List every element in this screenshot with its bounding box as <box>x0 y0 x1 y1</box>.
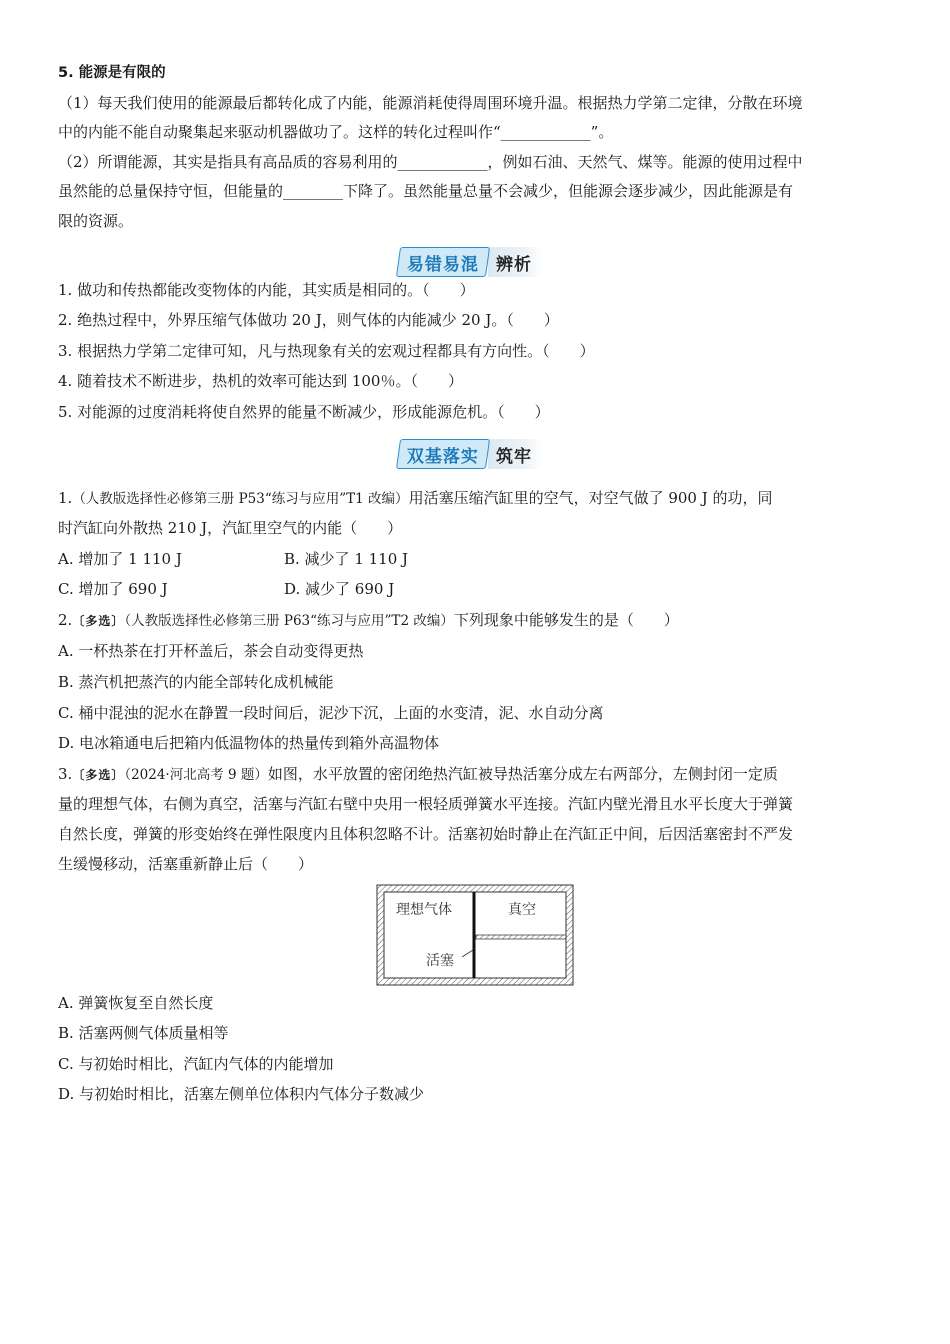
judge-item: 5. 对能源的过度消耗将使自然界的能量不断减少，形成能源危机。（ ） <box>58 403 550 421</box>
question-1-options-row2 <box>58 578 890 600</box>
question-1-options-row1 <box>58 548 890 570</box>
option-b: B. 蒸汽机把蒸汽的内能全部转化成机械能 <box>58 673 334 691</box>
question-3-stem: 3.〔多选〕（2024·河北高考 9 题）如图，水平放置的密闭绝热汽缸被导热活塞分成左右两部分，左侧封闭一定质 <box>58 765 778 783</box>
question-1-stem: 1.（人教版选择性必修第三册 P53“练习与应用”T1 改编）用活塞压缩汽缸里的空气，对空气做了 900 J 的功，同 <box>58 489 773 507</box>
banner-left: 易错易混 <box>396 247 490 277</box>
paragraph-line: 中的内能不能自动聚集起来驱动机器做功了。这样的转化过程叫作“____________”。 <box>58 123 614 141</box>
question-3-stem-cont: 生缓慢移动，活塞重新静止后（ ） <box>58 855 314 873</box>
section-banner-errors <box>398 247 542 277</box>
paragraph-line: （2）所谓能源，其实是指具有高品质的容易利用的____________，例如石油、天然气、煤等。能源的使用过程中 <box>58 153 803 171</box>
option-c: C. 增加了 690 J <box>58 580 168 598</box>
spring <box>476 935 566 939</box>
right-chamber-label: 真空 <box>508 902 536 918</box>
judge-item: 1. 做功和传热都能改变物体的内能，其实质是相同的。（ ） <box>58 281 475 299</box>
option-c: C. 桶中混浊的泥水在静置一段时间后，泥沙下沉，上面的水变清，泥、水自动分离 <box>58 704 604 722</box>
option-a: A. 弹簧恢复至自然长度 <box>58 994 214 1012</box>
paragraph-line: 限的资源。 <box>58 212 134 230</box>
banner-right: 筑牢 <box>488 439 542 469</box>
multi-choice-tag: 〔多选〕 <box>72 614 125 628</box>
question-2-stem: 2.〔多选〕（人教版选择性必修第三册 P63“练习与应用”T2 改编）下列现象中能够发生的是（ ） <box>58 611 679 629</box>
cylinder-figure <box>376 884 574 986</box>
judge-item: 4. 随着技术不断进步，热机的效率可能达到 100％。（ ） <box>58 372 463 390</box>
question-3-stem-cont: 自然长度，弹簧的形变始终在弹性限度内且体积忽略不计。活塞初始时静止在汽缸正中间，后因活塞密封不严发 <box>58 825 794 843</box>
multi-choice-tag: 〔多选〕 <box>72 768 125 782</box>
left-chamber-label: 理想气体 <box>396 902 452 918</box>
question-source: （人教版选择性必修第三册 P63“练习与应用”T2 改编） <box>124 613 454 629</box>
question-source: （2024·河北高考 9 题） <box>124 767 268 783</box>
banner-right: 辨析 <box>488 247 542 277</box>
option-d: D. 电冰箱通电后把箱内低温物体的热量传到箱外高温物体 <box>58 734 440 752</box>
option-b: B. 活塞两侧气体质量相等 <box>58 1024 229 1042</box>
section-title: 5. 能源是有限的 <box>58 65 166 81</box>
paragraph-line: （1）每天我们使用的能源最后都转化成了内能，能源消耗使得周围环境升温。根据热力学第二定律，分散在环境 <box>58 94 803 112</box>
judge-item: 3. 根据热力学第二定律可知，凡与热现象有关的宏观过程都具有方向性。（ ） <box>58 342 595 360</box>
judge-item: 2. 绝热过程中，外界压缩气体做功 20 J，则气体的内能减少 20 J。（ ） <box>58 311 559 329</box>
option-d: D. 与初始时相比，活塞左侧单位体积内气体分子数减少 <box>58 1085 425 1103</box>
question-source: （人教版选择性必修第三册 P53“练习与应用”T1 改编） <box>72 491 409 507</box>
question-1-stem-cont: 时汽缸向外散热 210 J，汽缸里空气的内能（ ） <box>58 519 403 537</box>
question-3-stem-cont: 量的理想气体，右侧为真空，活塞与汽缸右壁中央用一根轻质弹簧水平连接。汽缸内壁光滑且水平长度大于弹簧 <box>58 795 794 813</box>
option-b: B. 减少了 1 110 J <box>284 550 409 568</box>
option-d: D. 减少了 690 J <box>284 580 395 598</box>
section-banner-basics <box>398 439 542 469</box>
piston-label: 活塞 <box>426 953 454 969</box>
option-a: A. 一杯热茶在打开杯盖后，茶会自动变得更热 <box>58 642 364 660</box>
banner-left: 双基落实 <box>396 439 490 469</box>
paragraph-line: 虽然能的总量保持守恒，但能量的________下降了。虽然能量总量不会减少，但能源会逐步减少，因此能源是有 <box>58 182 794 200</box>
option-a: A. 增加了 1 110 J <box>58 550 182 568</box>
option-c: C. 与初始时相比，汽缸内气体的内能增加 <box>58 1055 334 1073</box>
